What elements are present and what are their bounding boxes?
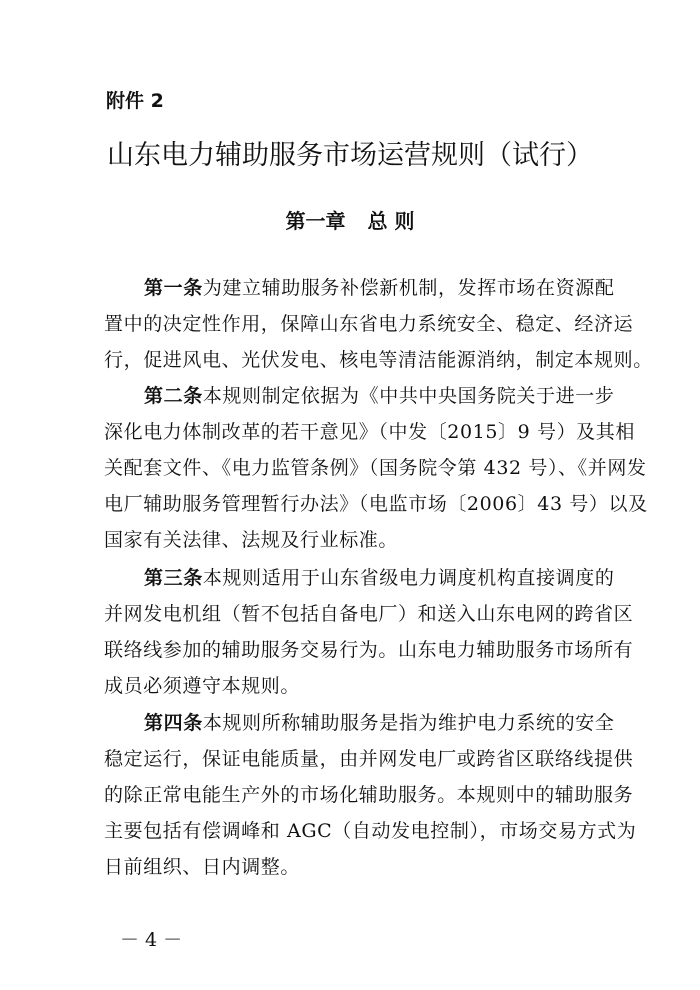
article-3 <box>104 560 634 704</box>
article-1 <box>104 270 653 378</box>
article-line: 电厂辅助服务管理暂行办法》（电监市场〔2006〕43 号）以及 <box>104 493 648 515</box>
article-line: 第一条为建立辅助服务补偿新机制，发挥市场在资源配 <box>144 277 615 299</box>
chapter-number: 第一章 <box>285 209 346 233</box>
article-label: 第一条 <box>144 277 203 299</box>
chapter-heading <box>0 205 700 234</box>
article-line: 稳定运行，保证电能质量，由并网发电厂或跨省区联络线提供 <box>104 748 634 770</box>
article-line: 国家有关法律、法规及行业标准。 <box>104 529 399 551</box>
article-2 <box>104 378 648 558</box>
article-line: 日前组织、日内调整。 <box>104 856 301 878</box>
article-line: 主要包括有偿调峰和 AGC（自动发电控制），市场交易方式为 <box>104 820 637 842</box>
document-title: 山东电力辅助服务市场运营规则（试行） <box>107 140 593 171</box>
page-number: － 4 － <box>120 929 183 951</box>
attachment-label: 附件 2 <box>106 90 164 112</box>
article-line: 第二条本规则制定依据为《中共中央国务院关于进一步 <box>144 385 615 407</box>
article-line: 行，促进风电、光伏发电、核电等清洁能源消纳，制定本规则。 <box>104 349 653 371</box>
article-line: 的除正常电能生产外的市场化辅助服务。本规则中的辅助服务 <box>104 784 634 806</box>
article-line: 第四条本规则所称辅助服务是指为维护电力系统的安全 <box>144 712 615 734</box>
article-line: 第三条本规则适用于山东省级电力调度机构直接调度的 <box>144 567 615 589</box>
article-line: 并网发电机组（暂不包括自备电厂）和送入山东电网的跨省区 <box>104 603 634 625</box>
article-line: 深化电力体制改革的若干意见》（中发〔2015〕9 号）及其相 <box>104 421 635 443</box>
article-line: 关配套文件、《电力监管条例》（国务院令第 432 号）、《并网发 <box>104 457 647 479</box>
article-line: 置中的决定性作用，保障山东省电力系统安全、稳定、经济运 <box>104 313 634 335</box>
article-label: 第二条 <box>144 385 203 407</box>
article-line: 联络线参加的辅助服务交易行为。山东电力辅助服务市场所有 <box>104 639 634 661</box>
article-label: 第三条 <box>144 567 203 589</box>
chapter-name: 总 则 <box>367 209 415 233</box>
article-4 <box>104 705 637 885</box>
article-label: 第四条 <box>144 712 203 734</box>
article-line: 成员必须遵守本规则。 <box>104 675 301 697</box>
